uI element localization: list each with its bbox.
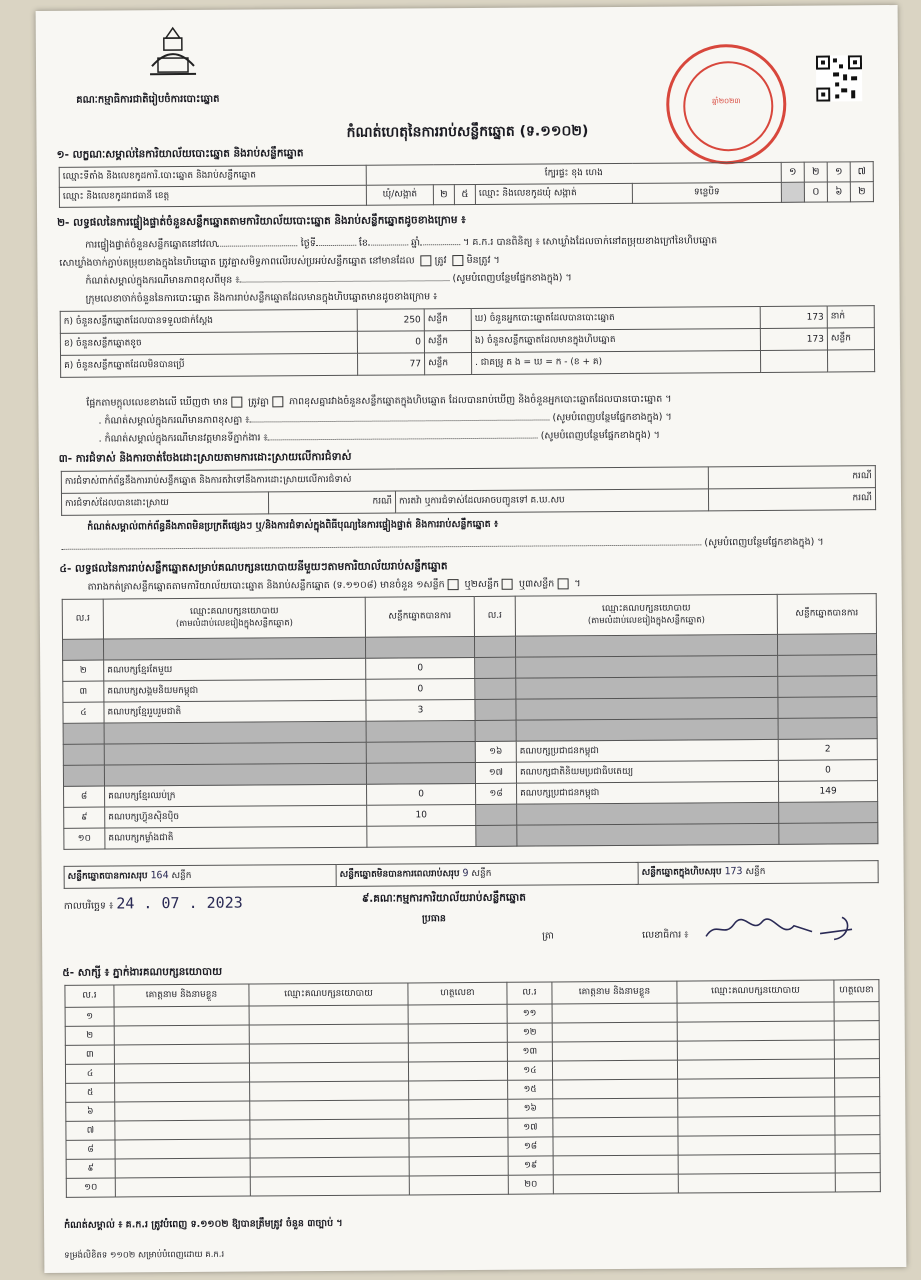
party-no-right — [475, 657, 516, 678]
count-unit: សន្លឹក — [425, 352, 472, 374]
count-value: 0 — [357, 331, 424, 353]
count-row — [61, 350, 875, 378]
witness-party-right[interactable] — [678, 1154, 835, 1174]
witness-party-left[interactable] — [249, 1043, 408, 1063]
secretary-signature — [702, 911, 872, 946]
comparison-line: ផ្អែកតាមក្តុលលេខខាងលើ ឃើញថា មាន ត្រូវគ្នា ភាពខុសគ្នារវាងចំនួនសន្លឹកឆ្នោតក្នុងហិបឆ្នោត ដែលបានរាប់ឃើញ និងចំនួនអ្នកបោះឆ្នោតដែលបានបោះឆ្នោត ។ — [86, 393, 672, 409]
party-votes-left — [366, 762, 475, 784]
totals-row — [64, 860, 879, 889]
party-no-right — [476, 825, 517, 846]
complaints-table: ការជំទាស់ពាក់ព័ន្ធនឹងការរាប់សន្លឹកឆ្នោត និងការតវ៉ាទៅនឹងការដោះស្រាយលើការជំទាស់ ករណី ការជំទាស់ដែលបានដោះស្រាយ ករណី ការតវ៉ា ឬការជំទាស់ដែលអាចបញ្ជូនទៅ គ.ឃ.សប ករណី — [61, 465, 876, 516]
witness-signature-left[interactable] — [409, 1156, 508, 1176]
ballot-counts-table — [60, 305, 875, 378]
witness-name-right[interactable] — [553, 1155, 678, 1175]
form-title: កំណត់ហេតុនៃការរាប់សន្លឹកឆ្នោត (ទ.១១០២) — [346, 123, 589, 141]
count-right-label: ឃ) ចំនួនអ្នកបោះឆ្នោតដែលបានបោះឆ្នោត — [471, 306, 760, 330]
witness-name-right[interactable] — [553, 1136, 678, 1156]
witness-no-left: ៦ — [66, 1102, 115, 1121]
party-name-right: គណបក្សជាតិនិយមប្រជាធិបតេយ្យ — [516, 760, 778, 783]
two-sheet-checkbox[interactable] — [502, 579, 513, 590]
party-no-left: ២ — [63, 660, 104, 681]
party-votes-left: 10 — [367, 804, 476, 826]
witness-name-right[interactable] — [552, 1060, 677, 1080]
witness-no-left: ១០ — [66, 1178, 115, 1197]
witness-no-right: ១១ — [507, 1004, 552, 1023]
party-votes-right — [778, 676, 877, 698]
witness-party-left[interactable] — [249, 1024, 408, 1044]
witness-name-left[interactable] — [114, 1063, 249, 1083]
col-no: ល.រ — [62, 599, 103, 639]
count-right-value: 173 — [760, 328, 827, 350]
witness-no-right: ១២ — [507, 1023, 552, 1042]
commune-label: ឃុំ/សង្កាត់ — [366, 185, 433, 205]
party-name-right — [516, 655, 778, 678]
party-no-left — [63, 765, 104, 786]
party-no-right — [476, 804, 517, 825]
witness-party-right[interactable] — [678, 1116, 835, 1136]
witness-no-left: ៧ — [66, 1121, 115, 1140]
party-no-right: ១៨ — [476, 783, 517, 804]
witness-party-left[interactable] — [249, 1005, 408, 1025]
complaint-row-unit: ករណី — [708, 466, 875, 489]
party-name-right — [516, 718, 778, 741]
count-unit: សន្លឹក — [424, 330, 471, 352]
irregularity-note-line: (សូមបំពេញបន្ថែមផ្នែកខាងក្នុង) ។ — [61, 536, 823, 555]
verify-time-line: ការផ្ទៀងផ្ទាត់ចំនួនសន្លឹកឆ្នោតនៅវេលា ថ្ងៃទី ខែ ឆ្នាំ ។ គ.ក.រ បានពិនិត្យ ៖ សោឃ្លាំងដែលចាក់នៅតម្រុយខាងក្រៅនៃហិបឆ្នោត — [85, 235, 718, 251]
witness-no-left: ៥ — [66, 1083, 115, 1102]
party-votes-right: 149 — [779, 781, 878, 803]
witness-name-left[interactable] — [115, 1101, 250, 1121]
witness-no-right: ២០ — [508, 1175, 553, 1194]
appeal-label: ការតវ៉ា ឬការជំទាស់ដែលអាចបញ្ជូនទៅ គ.ឃ.សប — [395, 489, 708, 513]
seal-check-line: សោឃ្លាំងចាក់ភ្ជាប់តម្រុយខាងក្នុងនៃហិបឆ្នោត ត្រូវគ្នាសមិទ្ធភាពលើរបស់ប្រអប់សន្លឹកឆ្នោត នៅមានដែល ត្រូវ មិនត្រូវ ។ — [59, 254, 500, 269]
witness-party-right[interactable] — [677, 1021, 834, 1041]
party-name-right — [517, 823, 779, 846]
witness-name-right[interactable] — [553, 1079, 678, 1099]
mismatch-note-line: . កំណត់សម្គាល់ក្នុងករណីមានភាពខុសគ្នា ៖ (សូមបំពេញបន្ថែមផ្នែកខាងក្នុង) ។ — [98, 411, 672, 427]
witness-name-right[interactable] — [552, 1003, 677, 1023]
party-no-left: ៣ — [63, 681, 104, 702]
complaint-row-label: ការជំទាស់ពាក់ព័ន្ធនឹងការរាប់សន្លឹកឆ្នោត និងការតវ៉ាទៅនឹងការដោះស្រាយលើការជំទាស់ — [61, 467, 708, 494]
witness-party-left[interactable] — [249, 1062, 408, 1082]
party-votes-right: 2 — [778, 739, 877, 761]
party-votes-right — [778, 655, 877, 677]
date-line: កាលបរិច្ឆេទ ៖ 24 . 07 . 2023 — [63, 893, 243, 913]
commune-name-value: ទន្លេបិទ — [632, 182, 781, 203]
witness-name-left[interactable] — [114, 1025, 249, 1045]
count-right-unit: នាក់ — [827, 306, 874, 328]
party-no-left: ៨ — [64, 786, 105, 807]
party-name-left: គណបក្សសង្គមនិយមកម្ពុជា — [104, 679, 366, 702]
witness-no-left: ៩ — [66, 1159, 115, 1178]
party-name-left: គណបក្សខ្មែរឈប់ក្រ — [105, 784, 367, 807]
count-label: ខ) ចំនួនសន្លឹកឆ្នោតខូច — [60, 331, 357, 355]
org-name: គណៈកម្មាធិការជាតិរៀបចំការបោះឆ្នោត — [76, 93, 220, 106]
col-votes-right: សន្លឹកឆ្នោតបានការ — [777, 594, 876, 635]
witness-no-right: ១៩ — [508, 1156, 553, 1175]
witness-party-left[interactable] — [250, 1100, 409, 1120]
witness-table: ល.រ គោត្តនាម និងនាមខ្លួន ឈ្មោះគណបក្សនយោបាយ ហត្ថលេខា ល.រ គោត្តនាម និងនាមខ្លួន ឈ្មោះគណបក្សនយោបាយ ហត្ថលេខា ១ ១១ ២ ១២ ៣ ១៣ ៤ ១៤ ៥ ១៥ ៦ ១៦ ៧ ១៧ ៨ ១៨ ៩ ១៩ ១០ ២០ — [64, 979, 880, 1198]
qr-code-icon — [816, 55, 862, 101]
count-unit: សន្លឹក — [424, 308, 471, 330]
party-votes-left — [367, 825, 476, 847]
witness-no-left: ២ — [65, 1026, 114, 1045]
station-info-table: ឈ្មោះទីតាំង និងលេខកូដការិ.បោះឆ្នោត និងរាប់សន្លឹកឆ្នោត ក្បែរផ្ទះ ខុង ហេង ១ ២ ១ ៧ ឈ្មោះ និងលេខកូដរាជធានី ខេត្ត ឃុំ/សង្កាត់ ២ ៥ ឈ្មោះ និងលេខកូដឃុំ សង្កាត់ ទន្លេបិទ ០ ៦ ២ — [59, 161, 874, 208]
party-votes-left: 0 — [366, 678, 475, 700]
witness-signature-left[interactable] — [409, 1080, 508, 1100]
witness-party-left[interactable] — [250, 1138, 409, 1158]
party-votes-left — [366, 720, 475, 742]
party-votes-left — [365, 636, 474, 658]
count-intro-line: ក្រុមលេខាចាក់ចំនួននៃការបោះឆ្នោត និងការរាប់សន្លឹកឆ្នោតដែលមានក្នុងហិបឆ្នោតមានដូចខាងក្រោម ៖ — [85, 291, 438, 305]
party-no-right: ១៧ — [475, 762, 516, 783]
chair-label: ប្រធាន — [421, 913, 446, 925]
witness-party-right[interactable] — [677, 1040, 834, 1060]
witness-party-right[interactable] — [678, 1173, 835, 1193]
count-right-unit — [827, 350, 874, 372]
col-party: ឈ្មោះគណបក្សនយោបាយ (តាមលំដាប់លេខរៀងក្នុងសន្លឹកឆ្នោត) — [103, 597, 365, 639]
witness-name-right[interactable] — [553, 1098, 678, 1118]
party-votes-left: 0 — [366, 657, 475, 679]
witness-no-left: ៨ — [66, 1140, 115, 1159]
witness-no-right: ១៨ — [508, 1137, 553, 1156]
witness-name-right[interactable] — [552, 1041, 677, 1061]
party-name-left — [104, 763, 366, 786]
commune-name-label: ឈ្មោះ និងលេខកូដឃុំ សង្កាត់ — [475, 183, 632, 204]
party-votes-left: 3 — [366, 699, 475, 721]
witness-name-left[interactable] — [114, 1006, 249, 1026]
count-label: គ) ចំនួនសន្លឹកឆ្នោតដែលមិនបានប្រើ — [61, 353, 358, 377]
witness-signature-right[interactable] — [835, 1078, 880, 1097]
station-name-value: ក្បែរផ្ទះ ខុង ហេង — [366, 162, 781, 185]
section1-heading: ១- លក្ខណៈសម្គាល់នៃការិយាល័យបោះឆ្នោត និងរាប់សន្លឹកឆ្នោត — [56, 147, 304, 161]
committee-label: ៩.គណៈកម្មការការិយាល័យរាប់សន្លឹកឆ្នោត — [361, 891, 526, 905]
seal-note-line: កំណត់សម្គាល់ក្នុងករណីមានភាពខុសពីមុន ៖ (សូមបំពេញបន្ថែមផ្នែកខាងក្នុង) ។ — [85, 272, 572, 287]
party-no-right: ១៦ — [475, 741, 516, 762]
witness-name-left[interactable] — [115, 1082, 250, 1102]
witness-signature-left[interactable] — [408, 1023, 507, 1043]
party-name-right: គណបក្សប្រជាជនកម្ពុជា — [517, 781, 779, 804]
witness-signature-left[interactable] — [409, 1099, 508, 1119]
party-name-right — [516, 697, 778, 720]
party-no-left — [63, 723, 104, 744]
party-name-right: គណបក្សប្រជាជនកម្ពុជា — [516, 739, 778, 762]
party-votes-right — [778, 718, 877, 740]
party-name-left: គណបក្សខ្មែររួបរួមជាតិ — [104, 700, 366, 723]
party-votes-left: 0 — [367, 783, 476, 805]
witness-signature-right[interactable] — [835, 1097, 880, 1116]
form-code: ទម្រង់លិខិតទ ១១០២ សម្រាប់បំពេញដោយ គ.ក.រ — [64, 1249, 225, 1261]
witness-signature-right[interactable] — [835, 1154, 880, 1173]
witness-signature-left[interactable] — [408, 1061, 507, 1081]
count-value: 250 — [357, 309, 424, 331]
seal-not-ok-checkbox[interactable] — [453, 255, 464, 266]
nec-logo-icon — [144, 24, 202, 82]
party-no-right — [474, 636, 515, 657]
secretary-label: លេខាធិការ ៖ — [642, 929, 689, 941]
witness-signature-right[interactable] — [835, 1116, 880, 1135]
one-sheet-checkbox[interactable] — [448, 579, 459, 590]
party-votes-right — [779, 802, 878, 824]
witness-name-left[interactable] — [115, 1177, 250, 1197]
witness-party-left[interactable] — [250, 1157, 409, 1177]
station-name-label: ឈ្មោះទីតាំង និងលេខកូដការិ.បោះឆ្នោត និងរាប់សន្លឹកឆ្នោត — [59, 165, 366, 187]
count-value: 77 — [358, 353, 425, 375]
agent-note-line: . កំណត់សម្គាល់ក្នុងករណីមានវត្តមានទីភ្នាក់ងារ ៖ (សូមបំពេញបន្ថែមផ្នែកខាងក្នុង) ។ — [98, 429, 660, 445]
party-votes-right — [777, 634, 876, 656]
witness-no-right: ១៧ — [508, 1118, 553, 1137]
party-row — [64, 823, 878, 850]
party-results-table — [62, 593, 879, 850]
date-value: 24 . 07 . 2023 — [116, 893, 243, 913]
witness-no-left: ៤ — [65, 1064, 114, 1083]
ballot-count-form — [36, 5, 907, 1273]
count-right-value: 173 — [760, 306, 827, 328]
party-votes-right — [779, 823, 878, 845]
party-no-right — [475, 720, 516, 741]
witness-signature-right[interactable] — [834, 1002, 879, 1021]
witness-no-left: ៣ — [65, 1045, 114, 1064]
witness-signature-right[interactable] — [834, 1021, 879, 1040]
party-name-right — [516, 676, 778, 699]
witness-signature-left[interactable] — [408, 1042, 507, 1062]
witness-signature-right[interactable] — [835, 1173, 880, 1192]
party-name-left: គណបក្សខ្មែរតែមួយ — [104, 658, 366, 681]
witness-party-left[interactable] — [250, 1081, 409, 1101]
irregularity-note: កំណត់សម្គាល់ពាក់ព័ន្ធនឹងភាពមិនប្រក្រតីផ្សេងៗ ឬ/និងការជំទាស់ក្នុងពិធីបុណ្យនៃការផ្ទៀងផ្ទាត់ និងការរាប់សន្លឹកឆ្នោត ៖ — [87, 518, 499, 533]
party-no-right — [475, 678, 516, 699]
witness-party-left[interactable] — [250, 1119, 409, 1139]
witness-no-left: ១ — [65, 1007, 114, 1026]
witness-signature-right[interactable] — [835, 1135, 880, 1154]
party-votes-left — [366, 741, 475, 763]
seal-ok-checkbox[interactable] — [421, 255, 432, 266]
witness-signature-left[interactable] — [409, 1175, 508, 1195]
witness-name-left[interactable] — [115, 1158, 250, 1178]
total-box: សន្លឹកឆ្នោតក្នុងហិបសរុប 173 សន្លឹក — [638, 861, 878, 885]
party-name-left — [104, 721, 366, 744]
party-name-left: គណបក្សកម្លាំងជាតិ — [105, 826, 367, 849]
witness-party-right[interactable] — [677, 1059, 834, 1079]
total-invalid: សន្លឹកឆ្នោតមិនបានការពេលរាប់សរុប 9 សន្លឹក — [336, 862, 638, 886]
count-right-label: ង) ចំនួនសន្លឹកឆ្នោតដែលមានក្នុងហិបឆ្នោត — [471, 328, 760, 352]
tally-sheets-line: តារាងកត់ត្រាសន្លឹកឆ្នោតតាមការិយាល័យបោះឆ្នោត និងរាប់សន្លឹកឆ្នោត (ទ.១១០៨) មានចំនួន ១សន្លឹក ឬ២សន្លឹក ឬ៣សន្លឹក ។ — [87, 578, 581, 593]
witness-party-right[interactable] — [678, 1135, 835, 1155]
witness-no-right: ១៣ — [507, 1042, 552, 1061]
col-party-right: ឈ្មោះគណបក្សនយោបាយ (តាមលំដាប់លេខរៀងក្នុងសន្លឹកឆ្នោត) — [515, 594, 777, 636]
witness-signature-left[interactable] — [408, 1004, 507, 1024]
witness-name-left[interactable] — [115, 1139, 250, 1159]
party-no-right — [475, 699, 516, 720]
witness-no-right: ១៥ — [508, 1080, 553, 1099]
party-votes-right — [778, 697, 877, 719]
witness-name-right[interactable] — [553, 1117, 678, 1137]
party-name-left: គណបក្សហ៊្វុនស៊ិនប៉ិច — [105, 805, 367, 828]
witness-no-right: ១៤ — [507, 1061, 552, 1080]
section4-heading: ៤- លទ្ធផលនៃការរាប់សន្លឹកឆ្នោតសម្រាប់គណបក្សនយោបាយនីមួយៗតាមការិយាល័យរាប់សន្លឹកឆ្នោត — [59, 560, 448, 575]
province-label: ឈ្មោះ និងលេខកូដរាជធានី ខេត្ត — [59, 185, 366, 207]
party-name-right — [515, 634, 777, 657]
witness-signature-left[interactable] — [409, 1118, 508, 1138]
witness-signature-left[interactable] — [409, 1137, 508, 1157]
count-right-value — [760, 350, 827, 372]
witness-name-right[interactable] — [553, 1174, 678, 1194]
witness-name-left[interactable] — [115, 1120, 250, 1140]
stamp-text: ឆ្នាំ២០២៣ — [712, 97, 741, 106]
party-no-left: ៩ — [64, 807, 105, 828]
col-votes: សន្លឹកឆ្នោតបានការ — [365, 596, 474, 637]
mismatch-checkbox[interactable] — [272, 396, 283, 407]
count-right-unit: សន្លឹក — [827, 328, 874, 350]
section3-heading: ៣- ការជំទាស់ និងការចាត់ចែងដោះស្រាយតាមការដោះស្រាយលើការជំទាស់ — [58, 450, 352, 465]
section5-heading: ៥- សាក្សី ៖ ភ្នាក់ងារគណបក្សនយោបាយ — [62, 965, 223, 979]
resolved-label: ការជំទាស់ដែលបានដោះស្រាយ — [61, 492, 268, 515]
witness-party-right[interactable] — [678, 1078, 835, 1098]
party-no-left — [63, 744, 104, 765]
party-no-left: ១០ — [64, 828, 105, 849]
footer-note: កំណត់សម្គាល់ ៖ គ.ក.រ ត្រូវបំពេញ ទ.១១០២ ឱ្យបានត្រឹមត្រូវ ចំនួន ៣ច្បាប់ ។ — [64, 1217, 343, 1231]
party-name-right — [517, 802, 779, 825]
member-label: ត្រា — [542, 930, 554, 942]
witness-name-right[interactable] — [552, 1022, 677, 1042]
witness-signature-right[interactable] — [834, 1059, 879, 1078]
witness-party-right[interactable] — [678, 1097, 835, 1117]
party-votes-right: 0 — [778, 760, 877, 782]
party-name-left — [104, 742, 366, 765]
witness-no-right: ១៦ — [508, 1099, 553, 1118]
witness-signature-right[interactable] — [834, 1040, 879, 1059]
witness-name-left[interactable] — [114, 1044, 249, 1064]
witness-party-left[interactable] — [250, 1176, 409, 1196]
count-label: ក) ចំនួនសន្លឹកឆ្នោតដែលបានទទួលជាក់ស្តែង — [60, 309, 357, 333]
party-name-left — [103, 637, 365, 660]
total-valid: សន្លឹកឆ្នោតបានការសរុប 164 សន្លឹក — [64, 864, 336, 888]
party-no-left: ៤ — [63, 702, 104, 723]
official-stamp — [666, 44, 787, 165]
section2-heading: ២- លទ្ធផលនៃការផ្ទៀងផ្ទាត់ចំនួនសន្លឹកឆ្នោតតាមការិយាល័យបោះឆ្នោត និងរាប់សន្លឹកឆ្នោតដូចខាងក្រោម ៖ — [57, 214, 466, 229]
three-sheet-checkbox[interactable] — [557, 578, 568, 589]
witness-party-right[interactable] — [677, 1002, 834, 1022]
party-no-left — [62, 639, 103, 660]
col-no-right: ល.រ — [474, 596, 515, 636]
count-right-label: . ជាគម្រូ គ ង = ឃ = ក - (ខ + គ) — [471, 350, 760, 374]
match-checkbox[interactable] — [231, 397, 242, 408]
